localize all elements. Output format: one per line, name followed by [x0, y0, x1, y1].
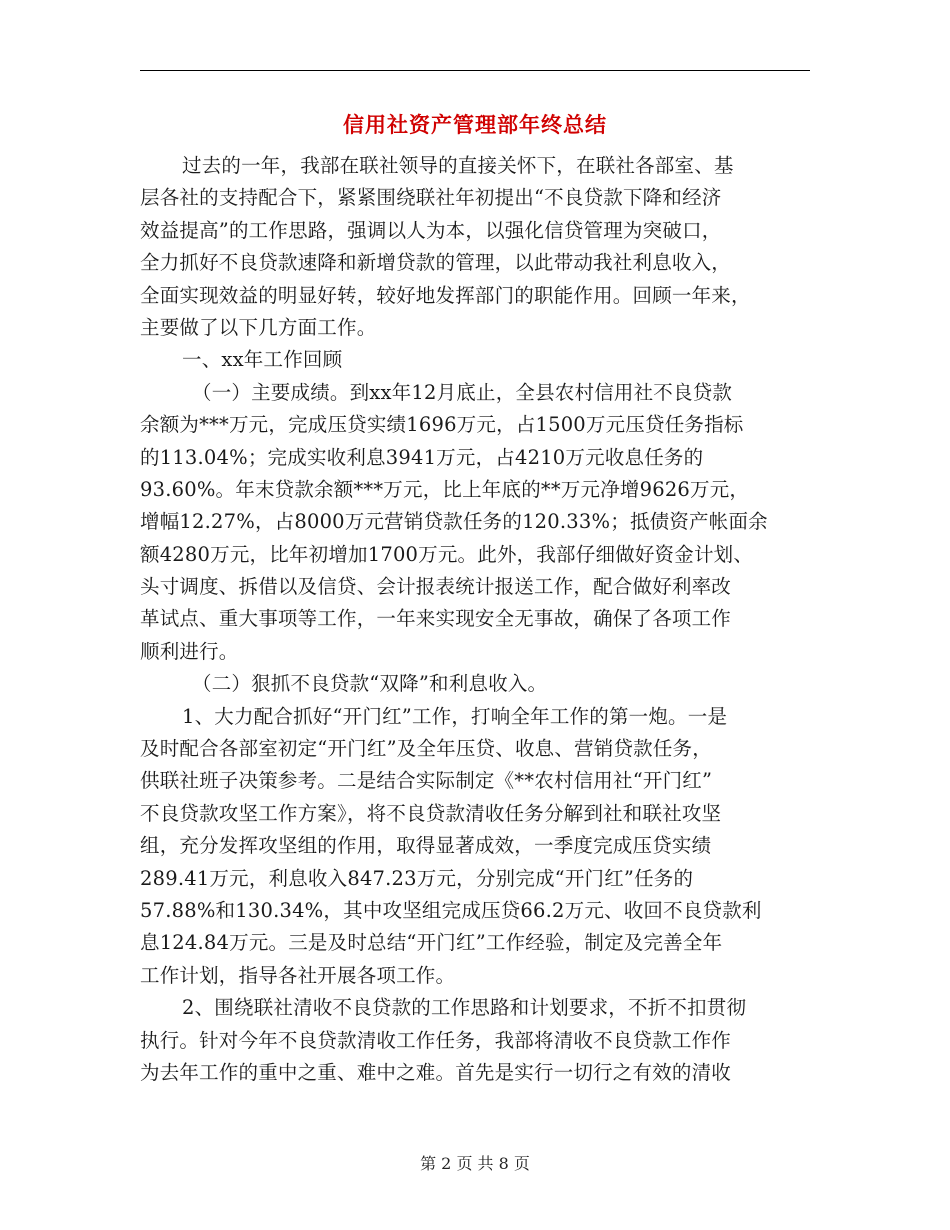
- body-line: 不良贷款攻坚工作方案》，将不良贷款清收任务分解到社和联社攻坚: [140, 801, 722, 825]
- body-line: 供联社班子决策参考。二是结合实际制定《**农村信用社“开门红”: [140, 769, 713, 793]
- body-line: 全力抓好不良贷款速降和新增贷款的管理，以此带动我社利息收入，: [140, 251, 732, 275]
- body-line: 头寸调度、拆借以及信贷、会计报表统计报送工作，配合做好利率改: [140, 575, 732, 599]
- header-rule: [140, 70, 810, 71]
- body-line: 革试点、重大事项等工作，一年来实现安全无事故，确保了各项工作: [140, 607, 732, 631]
- body-line: 2、围绕联社清收不良贷款的工作思路和计划要求，不折不扣贯彻: [182, 996, 747, 1020]
- body-line: 额4280万元，比年初增加1700万元。此外，我部仔细做好资金计划、: [140, 542, 754, 566]
- body-line: 余额为***万元，完成压贷实绩1696万元，占1500万元压贷任务指标: [140, 413, 744, 437]
- body-line: 效益提高”的工作思路，强调以人为本，以强化信贷管理为突破口，: [140, 218, 722, 242]
- body-line: 1、大力配合抓好“开门红”工作，打响全年工作的第一炮。一是: [182, 704, 728, 728]
- body-line: 全面实现效益的明显好转，较好地发挥部门的职能作用。回顾一年来，: [140, 283, 751, 307]
- body-line: 的113.04%；完成实收利息3941万元，占4210万元收息任务的: [140, 445, 704, 469]
- page-number: 第 2 页 共 8 页: [420, 1154, 530, 1173]
- body-line: 过去的一年，我部在联社领导的直接关怀下，在联社各部室、基: [182, 154, 734, 177]
- document-title: 信用社资产管理部年终总结: [343, 112, 607, 137]
- body-line: 增幅12.27%，占8000万元营销贷款任务的120.33%；抵债资产帐面余: [140, 510, 768, 534]
- body-line: 及时配合各部室初定“开门红”及全年压贷、收息、营销贷款任务，: [140, 737, 712, 761]
- body-line: 93.60%。年末贷款余额***万元，比上年底的**万元净增9626万元，: [140, 477, 750, 501]
- body-line: 执行。针对今年不良贷款清收工作任务，我部将清收不良贷款工作作: [140, 1028, 732, 1052]
- body-line: 组，充分发挥攻坚组的作用，取得显著成效，一季度完成压贷实绩: [140, 834, 712, 858]
- section-heading: 一、xx年工作回顾: [182, 348, 343, 372]
- body-line: 工作计划，指导各社开展各项工作。: [140, 963, 456, 987]
- subsection-heading: （一）主要成绩。到xx年12月底止，全县农村信用社不良贷款: [192, 380, 733, 404]
- subsection-heading: （二）狠抓不良贷款“双降”和利息收入。: [192, 672, 548, 696]
- body-line: 289.41万元，利息收入847.23万元，分别完成“开门红”任务的: [140, 866, 694, 890]
- body-line: 为去年工作的重中之重、难中之难。首先是实行一切行之有效的清收: [140, 1060, 732, 1084]
- body-line: 主要做了以下几方面工作。: [140, 315, 377, 339]
- body-line: 57.88%和130.34%，其中攻坚组完成压贷66.2万元、收回不良贷款利: [140, 898, 762, 922]
- body-line: 层各社的支持配合下，紧紧围绕联社年初提出“不良贷款下降和经济: [140, 186, 722, 210]
- body-line: 顺利进行。: [140, 639, 239, 663]
- body-line: 息124.84万元。三是及时总结“开门红”工作经验，制定及完善全年: [140, 931, 723, 955]
- document-body: [140, 150, 810, 1120]
